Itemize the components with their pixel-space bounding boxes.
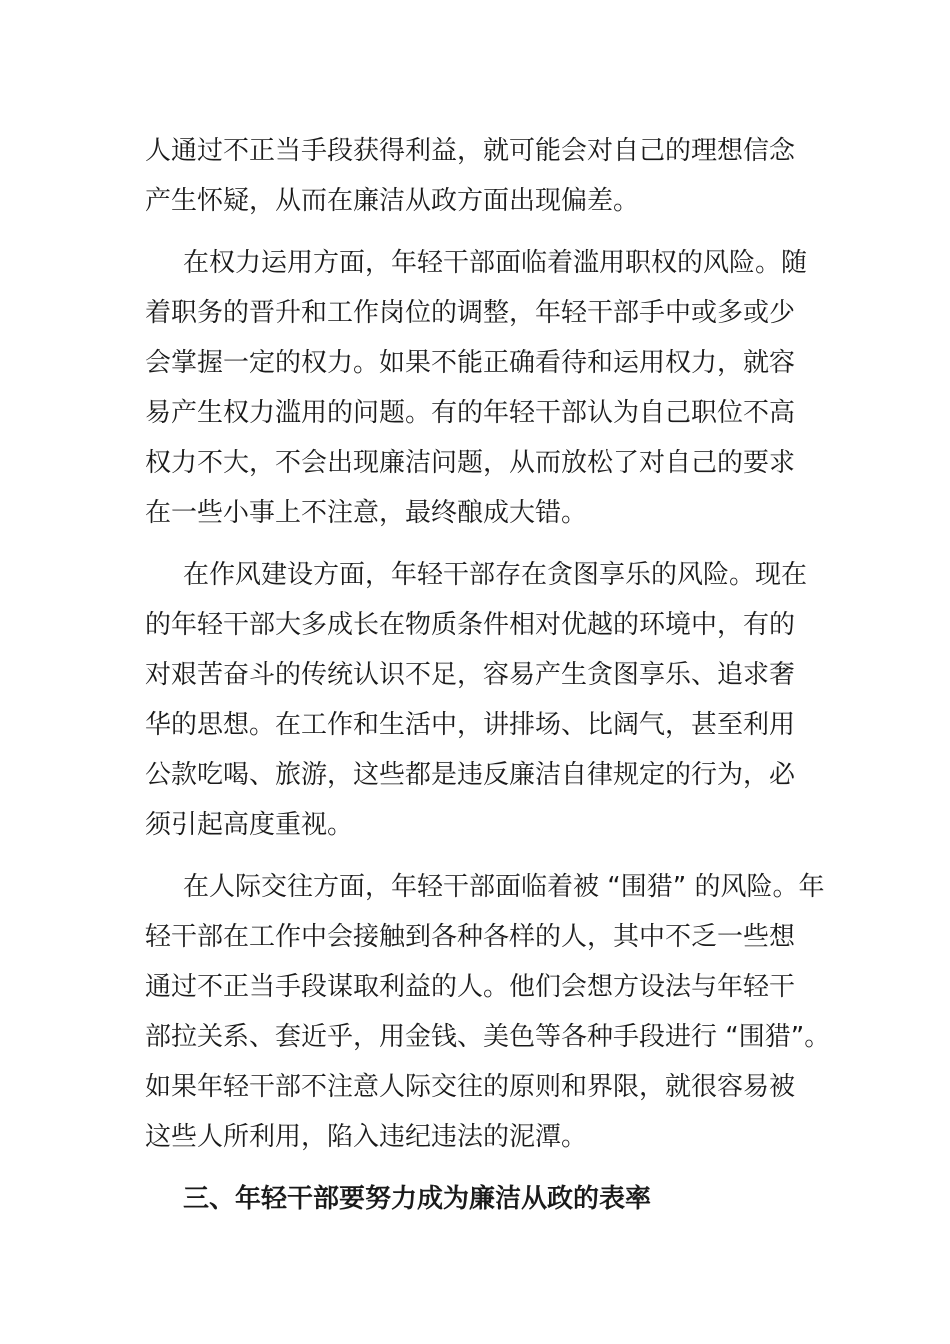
paragraph-line: 权力不大，不会出现廉洁问题，从而放松了对自己的要求 (145, 448, 796, 478)
section-heading-text: 三、年轻干部要努力成为廉洁从政的表率 (183, 1184, 652, 1214)
paragraph-line: 如果年轻干部不注意人际交往的原则和界限，就很容易被 (145, 1072, 796, 1102)
paragraph-line: 的年轻干部大多成长在物质条件相对优越的环境中，有的 (145, 610, 796, 640)
paragraph-line: 人通过不正当手段获得利益，就可能会对自己的理想信念 (145, 136, 796, 166)
paragraph-line: 通过不正当手段谋取利益的人。他们会想方设法与年轻干 (145, 972, 796, 1002)
paragraph (145, 238, 809, 538)
paragraph-line: 在权力运用方面，年轻干部面临着滥用职权的风险。随 (183, 248, 808, 278)
paragraph-line: 在作风建设方面，年轻干部存在贪图享乐的风险。现在 (183, 560, 808, 590)
paragraph (145, 550, 809, 850)
paragraph-line: 对艰苦奋斗的传统认识不足，容易产生贪图享乐、追求奢 (145, 660, 796, 690)
paragraph-line: 公款吃喝、旅游，这些都是违反廉洁自律规定的行为，必 (145, 760, 796, 790)
paragraph (145, 126, 809, 226)
document-body (145, 126, 831, 1224)
paragraph-line: 着职务的晋升和工作岗位的调整，年轻干部手中或多或少 (145, 298, 796, 328)
paragraph-line: 轻干部在工作中会接触到各种各样的人，其中不乏一些想 (145, 922, 796, 952)
paragraph-line: 在一些小事上不注意，最终酿成大错。 (145, 498, 588, 528)
paragraph-line: 易产生权力滥用的问题。有的年轻干部认为自己职位不高 (145, 398, 796, 428)
paragraph-line: 在人际交往方面，年轻干部面临着被 “围猎” 的风险。年 (183, 872, 825, 902)
paragraph-line: 产生怀疑，从而在廉洁从政方面出现偏差。 (145, 186, 640, 216)
paragraph-line: 部拉关系、套近乎，用金钱、美色等各种手段进行 “围猎”。 (145, 1022, 831, 1052)
paragraph-line: 须引起高度重视。 (145, 810, 354, 840)
paragraph-line: 会掌握一定的权力。如果不能正确看待和运用权力，就容 (145, 348, 796, 378)
section-heading (145, 1174, 809, 1224)
paragraph-line: 这些人所利用，陷入违纪违法的泥潭。 (145, 1122, 588, 1152)
paragraph-line: 华的思想。在工作和生活中，讲排场、比阔气，甚至利用 (145, 710, 796, 740)
paragraph (145, 862, 831, 1162)
